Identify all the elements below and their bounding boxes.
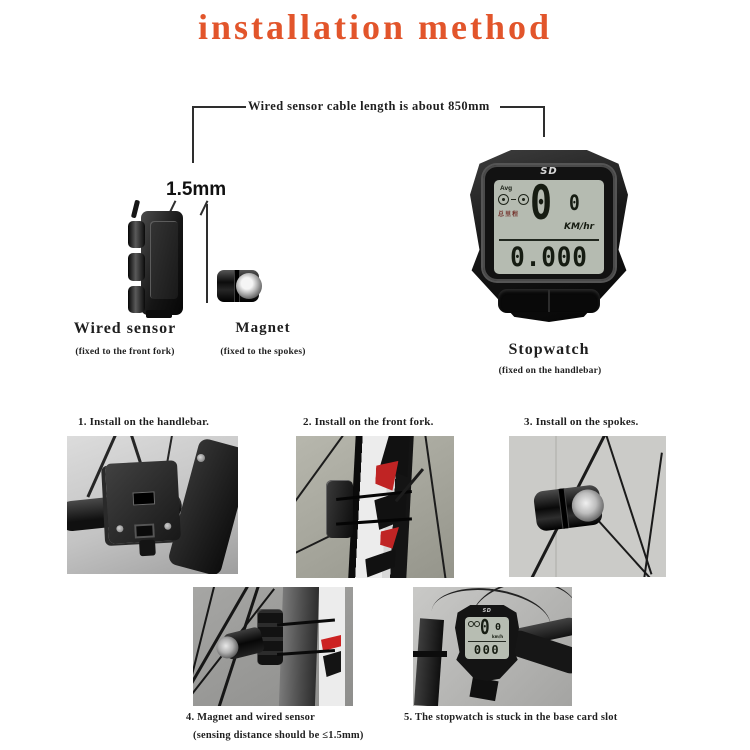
speed-decimal-digit: 0 [569, 191, 580, 215]
speed-unit-label: km/h [492, 634, 504, 639]
stopwatch-mounted [455, 605, 519, 681]
hinge-knuckle [128, 286, 145, 313]
magnet-note: (fixed to the spokes) [220, 347, 306, 357]
fork-decal-red [375, 460, 399, 491]
hinge-knuckle [128, 221, 145, 248]
wired-sensor-figure [128, 209, 184, 319]
dimension-line [206, 204, 208, 303]
speed-integer-digit: 0 [530, 176, 553, 231]
bike-frame-bar [511, 199, 516, 201]
magnet-mounted [533, 484, 603, 532]
bracket-clip [134, 523, 155, 538]
step-3-caption: 3. Install on the spokes. [524, 416, 639, 428]
step-4-caption: 4. Magnet and wired sensor [186, 712, 315, 723]
fork-decal [364, 547, 396, 578]
stopwatch-label: Stopwatch [508, 341, 590, 358]
step-2-caption: 2. Install on the front fork. [303, 416, 434, 428]
photo-install-front-fork [296, 436, 454, 578]
bracket-screw [116, 525, 123, 532]
lcd-screen [465, 617, 509, 659]
dimension-line [192, 106, 194, 163]
magnet-figure [217, 270, 259, 302]
brand-logo: SD [540, 166, 558, 177]
step-5-caption: 5. The stopwatch is stuck in the base card slot [404, 712, 618, 723]
avg-label: Avg [500, 185, 513, 192]
sensor-cable [131, 200, 140, 219]
stem-bolt [197, 454, 205, 462]
photo-magnet-sensor-gap [193, 587, 353, 706]
button-divider [548, 290, 550, 312]
sensor-foot [146, 310, 172, 318]
total-distance-cn-label: 总里程 [498, 212, 520, 218]
magnet-cap [236, 273, 262, 299]
magnet-label: Magnet [235, 320, 291, 336]
speed-integer-digit: 0 [480, 615, 490, 639]
fork-tube [279, 587, 319, 706]
lcd-divider [499, 239, 599, 241]
speed-unit-label: KM/hr [564, 222, 595, 232]
stopwatch-note: (fixed on the handlebar) [498, 366, 602, 376]
wheel-icon [518, 194, 529, 205]
photo-install-spokes [509, 436, 666, 577]
wheel-icon [498, 194, 509, 205]
lcd-divider [468, 641, 506, 642]
dimension-line [543, 106, 545, 137]
step-1-caption: 1. Install on the handlebar. [78, 416, 210, 428]
fork-tube [348, 436, 414, 578]
photo-stopwatch-mounted [413, 587, 572, 706]
bracket-slot [132, 491, 155, 505]
cable-length-note: Wired sensor cable length is about 850mm [248, 99, 490, 113]
stopwatch-figure [470, 150, 628, 322]
fork-decal-red [380, 526, 399, 549]
step-4-note: (sensing distance should be ≤1.5mm) [193, 730, 364, 741]
dimension-line [500, 106, 544, 108]
speed-decimal-digit: 0 [495, 622, 502, 633]
wired-sensor-note: (fixed to the front fork) [75, 347, 175, 357]
page-title: installation method [197, 7, 553, 47]
brand-logo: SD [482, 608, 492, 614]
bicycle-icon [498, 194, 529, 205]
wired-sensor-mounted [326, 480, 353, 538]
mount-bracket [105, 460, 181, 544]
bracket-tab [139, 539, 156, 556]
odometer-value: 000 [473, 643, 501, 657]
wired-sensor-label: Wired sensor [73, 320, 177, 337]
sensor-face [150, 221, 178, 299]
gap-dimension-label: 1.5mm [166, 179, 227, 200]
lcd-screen [494, 176, 604, 274]
dimension-line [192, 106, 246, 108]
lever [413, 651, 447, 657]
sensor-hinge [128, 221, 145, 313]
spoke [423, 436, 446, 578]
hinge-knuckle [128, 253, 145, 280]
photo-install-handlebar [67, 436, 238, 574]
fork-stem [414, 618, 444, 706]
bracket-screw [164, 523, 171, 530]
odometer-value: 0.000 [510, 242, 588, 273]
